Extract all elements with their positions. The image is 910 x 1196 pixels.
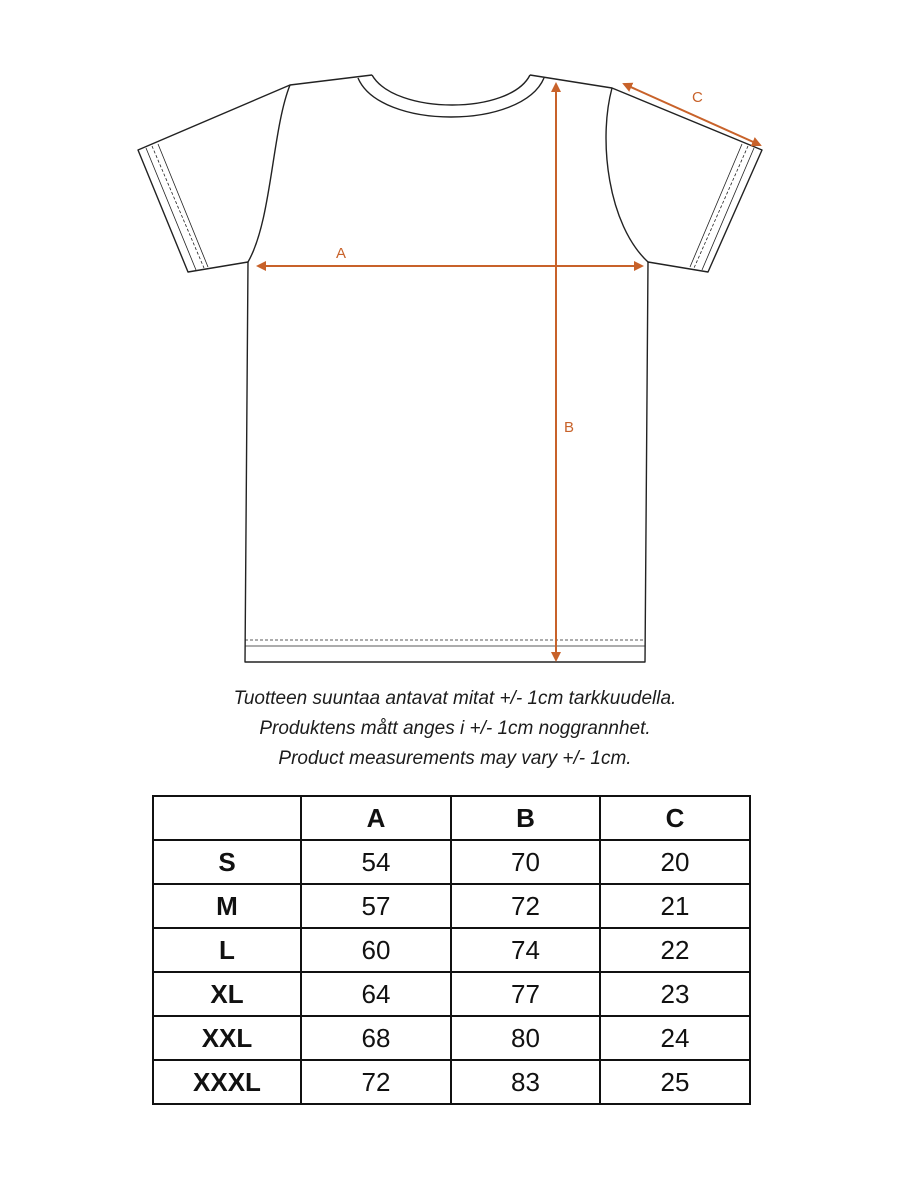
value-b-cell: 83 (451, 1060, 600, 1104)
table-row (153, 840, 750, 884)
note-english: Product measurements may vary +/- 1cm. (278, 748, 632, 769)
size-cell: S (153, 840, 301, 884)
value-b-cell: 80 (451, 1016, 600, 1060)
measurement-notes (0, 684, 910, 774)
table-row (153, 1060, 750, 1104)
value-c-cell: 20 (600, 840, 750, 884)
size-cell: M (153, 884, 301, 928)
value-c-cell: 23 (600, 972, 750, 1016)
size-cell: XXXL (153, 1060, 301, 1104)
note-finnish: Tuotteen suuntaa antavat mitat +/- 1cm tarkkuudella. (233, 688, 677, 709)
value-a-cell: 72 (301, 1060, 451, 1104)
value-c-cell: 24 (600, 1016, 750, 1060)
table-header-row (153, 796, 750, 840)
table-row (153, 884, 750, 928)
value-c-cell: 25 (600, 1060, 750, 1104)
tshirt-outline (138, 75, 762, 662)
value-a-cell: 68 (301, 1016, 451, 1060)
value-a-cell: 60 (301, 928, 451, 972)
table-row (153, 1016, 750, 1060)
header-b: B (451, 796, 600, 840)
value-a-cell: 54 (301, 840, 451, 884)
value-a-cell: 57 (301, 884, 451, 928)
value-a-cell: 64 (301, 972, 451, 1016)
size-cell: XL (153, 972, 301, 1016)
value-b-cell: 70 (451, 840, 600, 884)
size-table (152, 795, 751, 1105)
dimension-c-label: C (692, 89, 703, 106)
value-b-cell: 72 (451, 884, 600, 928)
note-swedish: Produktens mått anges i +/- 1cm noggrannhet. (259, 718, 651, 739)
header-a: A (301, 796, 451, 840)
size-cell: XXL (153, 1016, 301, 1060)
value-b-cell: 74 (451, 928, 600, 972)
dimension-b-label: B (564, 419, 575, 436)
header-c: C (600, 796, 750, 840)
header-corner (153, 796, 301, 840)
value-c-cell: 21 (600, 884, 750, 928)
value-c-cell: 22 (600, 928, 750, 972)
value-b-cell: 77 (451, 972, 600, 1016)
table-row (153, 928, 750, 972)
table-row (153, 972, 750, 1016)
dimension-a-label: A (336, 245, 347, 262)
size-cell: L (153, 928, 301, 972)
